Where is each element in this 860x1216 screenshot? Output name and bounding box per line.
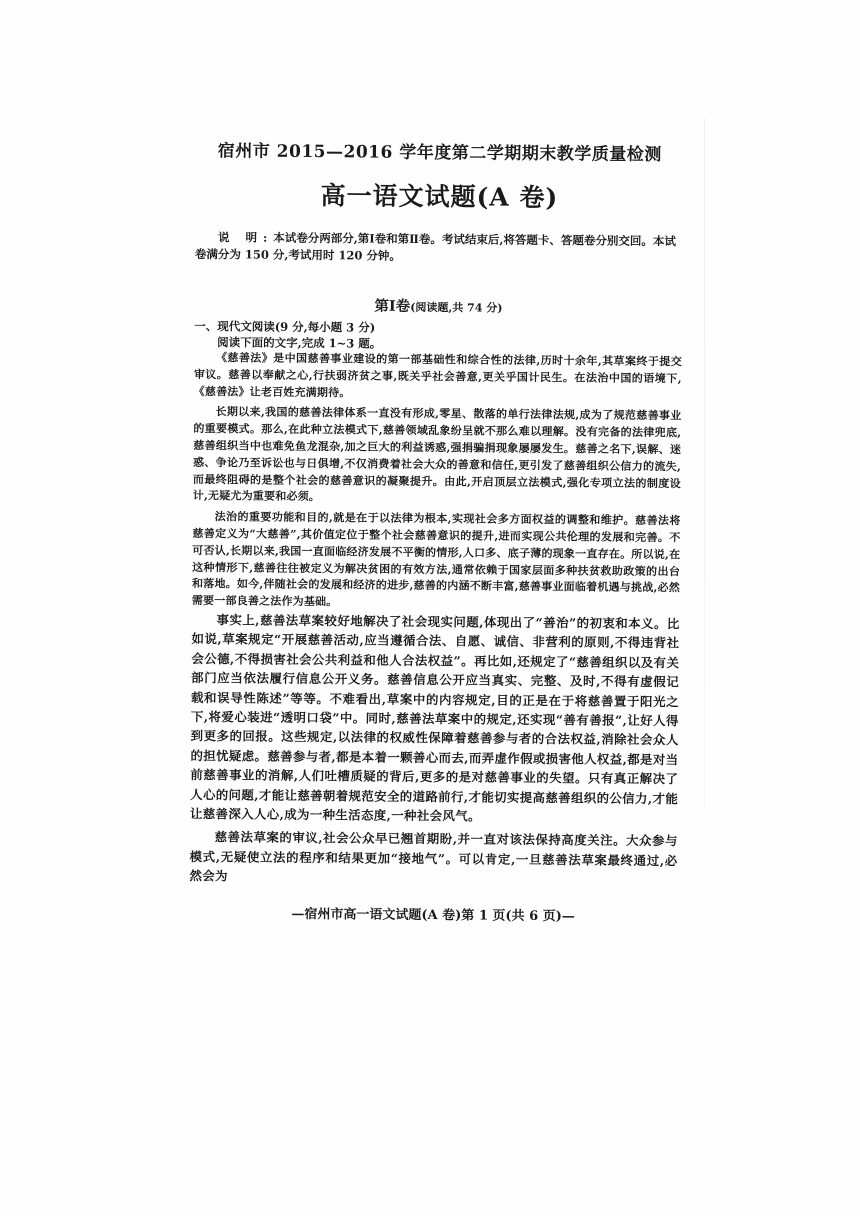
article-paragraph: 慈善法草案的审议,社会公众早已翘首期盼,并一直对该法保持高度关注。大众参与模式,无疑使立法的程序和结果更加“接地气”。可以肯定,一旦慈善法草案最终通过,必然会为 — [189, 829, 678, 884]
question-instruction: 阅读下面的文字,完成 1~3 题。 — [217, 335, 382, 351]
paper-title: 高一语文试题(A 卷) — [320, 181, 559, 213]
section-title: 第Ⅰ卷 — [374, 297, 411, 315]
scan-edge-shadow — [704, 118, 705, 808]
page-footer: —宿州市高一语文试题(A 卷)第 1 页(共 6 页)— — [291, 906, 575, 924]
exam-title: 宿州市 2015—2016 学年度第二学期期末教学质量检测 — [217, 141, 662, 166]
exam-sheet — [189, 128, 684, 925]
article-small — [192, 350, 682, 614]
note-text: 本试卷分两部分,第Ⅰ卷和第Ⅱ卷。考试结束后,将答题卡、答题卷分别交回。本试卷满分为 150 分,考试用时 120 分钟。 — [194, 230, 676, 263]
instructions-note — [195, 229, 683, 267]
section-heading — [194, 293, 682, 318]
article-large — [189, 610, 679, 890]
article-paragraph: 长期以来,我国的慈善法律体系一直没有形成,零星、散落的单行法律法规,成为了规范慈善事业的重要模式。那么,在此种立法模式下,慈善领域乱象纷呈就不那么难以理解。没有完备的法律兜底,慈善组织当中也难免鱼龙混杂,加之巨大的利益诱惑,强捐骗捐现象屡屡发生。慈善之名下,误解、迷惑、争论乃至诉讼也与日俱增,不仅消费着社会大众的善意和信任,更引发了慈善组织公信力的流失,而最终阻碍的是整个社会的慈善意识的凝聚提升。由此,开启顶层立法模式,强化专项立法的制度设计,无疑尤为重要和必须。 — [192, 405, 682, 504]
note-label: 说 明: — [217, 230, 274, 245]
article-paragraph: 事实上,慈善法草案较好地解决了社会现实问题,体现出了“善治”的初衷和本义。比如说,草案规定“开展慈善活动,应当遵循合法、自愿、诚信、非营利的原则,不得违背社会公德,不得损害社会公共利益和他人合法权益”。再比如,还规定了“慈善组织以及有关部门应当依法履行信息公开义务。慈善信息公开应当真实、完整、及时,不得有虚假记载和误导性陈述”等等。不难看出,草案中的内容规定,目的正是在于将慈善置于阳光之下,将爱心装进“透明口袋”中。同时,慈善法草案中的规定,还实现“善有善报”,让好人得到更多的回报。这些规定,以法律的权威性保障着慈善参与者的合法权益,消除社会众人的担忧疑虑。慈善参与者,都是本着一颗善心而去,而弄虚作假或损害他人权益,都是对当前慈善事业的消解,人们吐槽质疑的背后,更多的是对慈善事业的失望。只有真正解决了人心的问题,才能让慈善朝着规范安全的道路前行,才能切实提高慈善组织的公信力,才能让慈善深入人心,成为一种生活态度,一种社会风气。 — [189, 612, 680, 824]
article-paragraph: 《慈善法》是中国慈善事业建设的第一部基础性和综合性的法律,历时十余年,其草案终于提交审议。慈善以奉献之心,行扶弱济贫之事,既关乎社会善意,更关乎国计民生。在法治中国的语境下,《慈善法》让老百姓充满期待。 — [193, 351, 683, 399]
question-title: 一、现代文阅读(9 分,每小题 3 分) — [194, 318, 376, 335]
article-paragraph: 法治的重要功能和目的,就是在于以法律为根本,实现社会多方面权益的调整和维护。慈善法将慈善定义为“大慈善”,其价值定位于整个社会慈善意识的提升,进而实现公共伦理的发展和完善。不可否认,长期以来,我国一直面临经济发展不平衡的情形,人口多、底子薄的现象一直存在。所以说,在这种情形下,慈善往往被定义为解决贫困的有效方法,通常依赖于国家层面多种扶贫救助政策的出台和落地。如今,伴随社会的发展和经济的进步,慈善的内涵不断丰富,慈善事业面临着机遇与挑战,必然需要一部良善之法作为基础。 — [191, 510, 681, 609]
section-subtitle: (阅读题,共 74 分) — [410, 300, 503, 315]
